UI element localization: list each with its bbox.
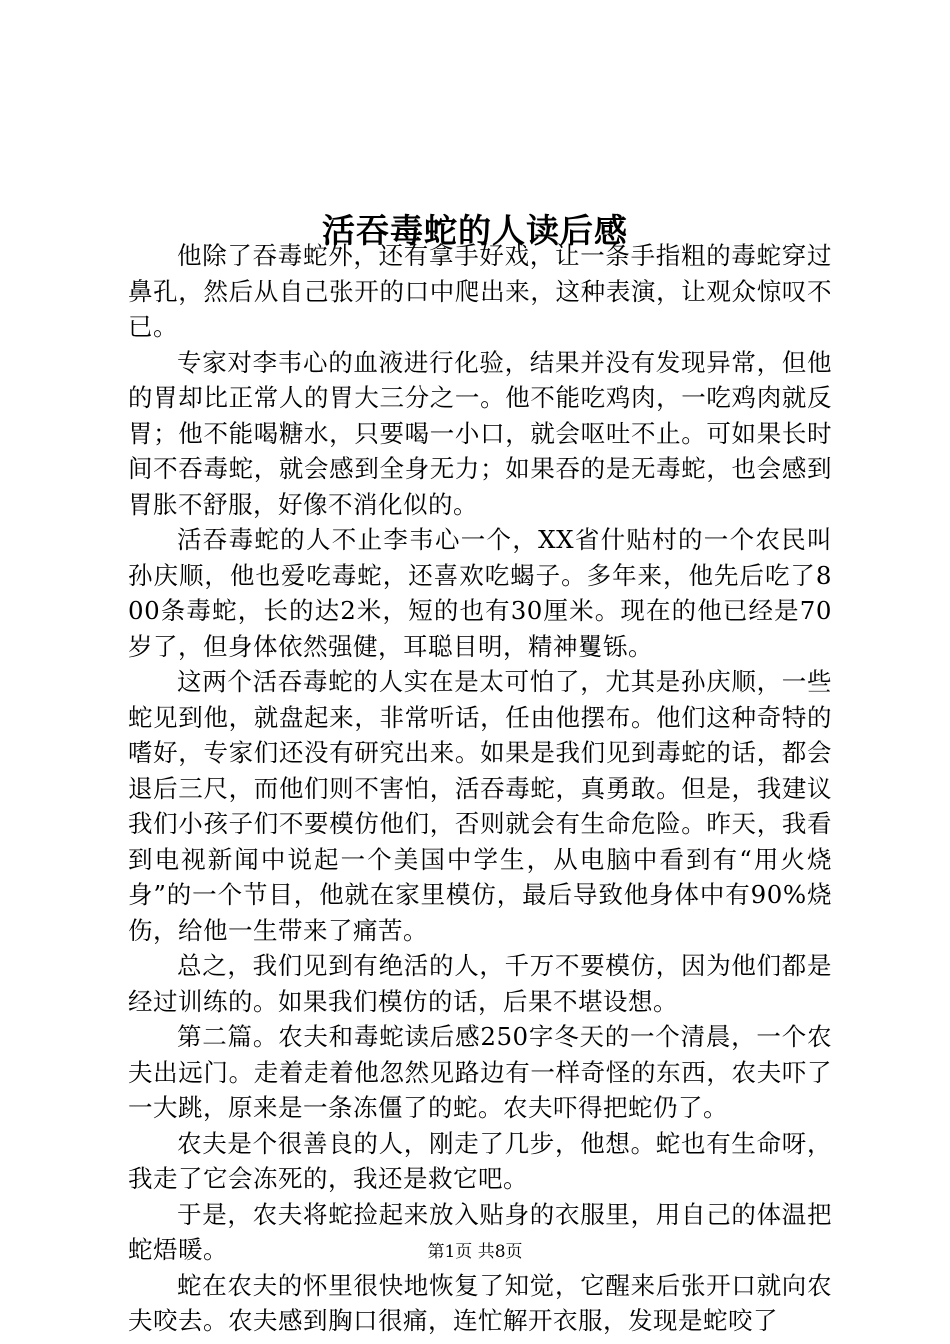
paragraph: 于是，农夫将蛇捡起来放入贴身的衣服里，用自己的体温把蛇焐暖。 [128,1199,832,1264]
paragraph: 这两个活吞毒蛇的人实在是太可怕了，尤其是孙庆顺，一些蛇见到他，就盘起来，非常听话，任由他摆布。他们这种奇特的嗜好，专家们还没有研究出来。如果是我们见到毒蛇的话，都会退后三尺，而他们则不害怕，活吞毒蛇，真勇敢。但是，我建议我们小孩子们不要模仿他们，否则就会有生命危险。昨天，我看到电视新闻中说起一个美国中学生，从电脑中看到有“用火烧身”的一个节目，他就在家里模仿，最后导致他身体中有90%烧伤，给他一生带来了痛苦。 [128,667,832,945]
paragraph: 总之，我们见到有绝活的人，千万不要模仿，因为他们都是经过训练的。如果我们模仿的话，后果不堪设想。 [128,951,832,1016]
paragraph: 农夫是个很善良的人，刚走了几步，他想。蛇也有生命呀，我走了它会冻死的，我还是救它吧。 [128,1128,832,1193]
paragraph: 活吞毒蛇的人不止李韦心一个，XX省什贴村的一个农民叫孙庆顺，他也爱吃毒蛇，还喜欢吃蝎子。多年来，他先后吃了800条毒蛇，长的达2米，短的也有30厘米。现在的他已经是70岁了，但身体依然强健，耳聪目明，精神矍铄。 [128,525,832,661]
paragraph: 蛇在农夫的怀里很快地恢复了知觉，它醒来后张开口就向农夫咬去。农夫感到胸口很痛，连忙解开衣服，发现是蛇咬了 [128,1270,832,1335]
document-body [128,238,832,1339]
paragraph: 专家对李韦心的血液进行化验，结果并没有发现异常，但他的胃却比正常人的胃大三分之一。他不能吃鸡肉，一吃鸡肉就反胃；他不能喝糖水，只要喝一小口，就会呕吐不止。可如果长时间不吞毒蛇，就会感到全身无力；如果吞的是无毒蛇，也会感到胃胀不舒服，好像不消化似的。 [128,347,832,519]
page-footer: 第1页 共8页 [427,1242,523,1262]
paragraph: 他除了吞毒蛇外，还有拿手好戏，让一条手指粗的毒蛇穿过鼻孔，然后从自己张开的口中爬出来，这种表演，让观众惊叹不已。 [128,241,832,341]
paragraph: 第二篇。农夫和毒蛇读后感250字冬天的一个清晨，一个农夫出远门。走着走着他忽然见路边有一样奇怪的东西，农夫吓了一大跳，原来是一条冻僵了的蛇。农夫吓得把蛇仍了。 [128,1022,832,1122]
document-title: 活吞毒蛇的人读后感 [322,211,628,251]
